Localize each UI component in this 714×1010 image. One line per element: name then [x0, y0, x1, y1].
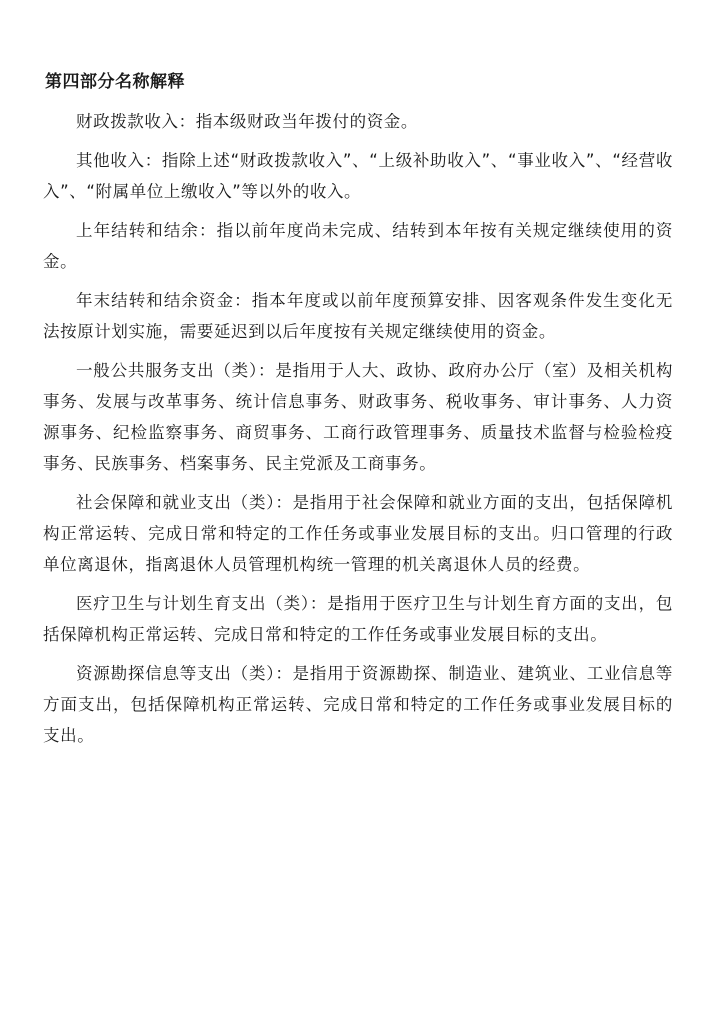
paragraph-health-family-planning: 医疗卫生与计划生育支出（类）：是指用于医疗卫生与计划生育方面的支出，包括保障机构正常运转、完成日常和特定的工作任务或事业发展目标的支出。	[43, 594, 673, 644]
section-heading: 第四部分名称解释	[45, 72, 185, 92]
paragraph-general-public-services: 一般公共服务支出（类）：是指用于人大、政协、政府办公厅（室）及相关机构事务、发展与改革事务、统计信息事务、财政事务、税收事务、审计事务、人力资源事务、纪检监察事务、商贸事务、工商行政管理事务、质量技术监督与检验检疫事务、民族事务、档案事务、民主党派及工商事务。	[43, 361, 673, 473]
paragraph-social-security-employment: 社会保障和就业支出（类）：是指用于社会保障和就业方面的支出，包括保障机构正常运转、完成日常和特定的工作任务或事业发展目标的支出。归口管理的行政单位离退休，指离退休人员管理机构统一管理的机关离退休人员的经费。	[43, 493, 673, 574]
paragraph-other-income: 其他收入：指除上述“财政拨款收入”、“上级补助收入”、“事业收入”、“经营收入”、“附属单位上缴收入”等以外的收入。	[43, 151, 673, 201]
paragraph-year-end-carryover: 年末结转和结余资金：指本年度或以前年度预算安排、因客观条件发生变化无法按原计划实施，需要延迟到以后年度按有关规定继续使用的资金。	[43, 291, 673, 341]
paragraph-fiscal-allocation-income: 财政拨款收入：指本级财政当年拨付的资金。	[76, 112, 418, 131]
paragraph-prior-year-carryover: 上年结转和结余：指以前年度尚未完成、结转到本年按有关规定继续使用的资金。	[43, 221, 673, 271]
paragraph-resource-exploration: 资源勘探信息等支出（类）：是指用于资源勘探、制造业、建筑业、工业信息等方面支出，包括保障机构正常运转、完成日常和特定的工作任务或事业发展目标的支出。	[43, 664, 673, 745]
document-body	[43, 70, 673, 759]
